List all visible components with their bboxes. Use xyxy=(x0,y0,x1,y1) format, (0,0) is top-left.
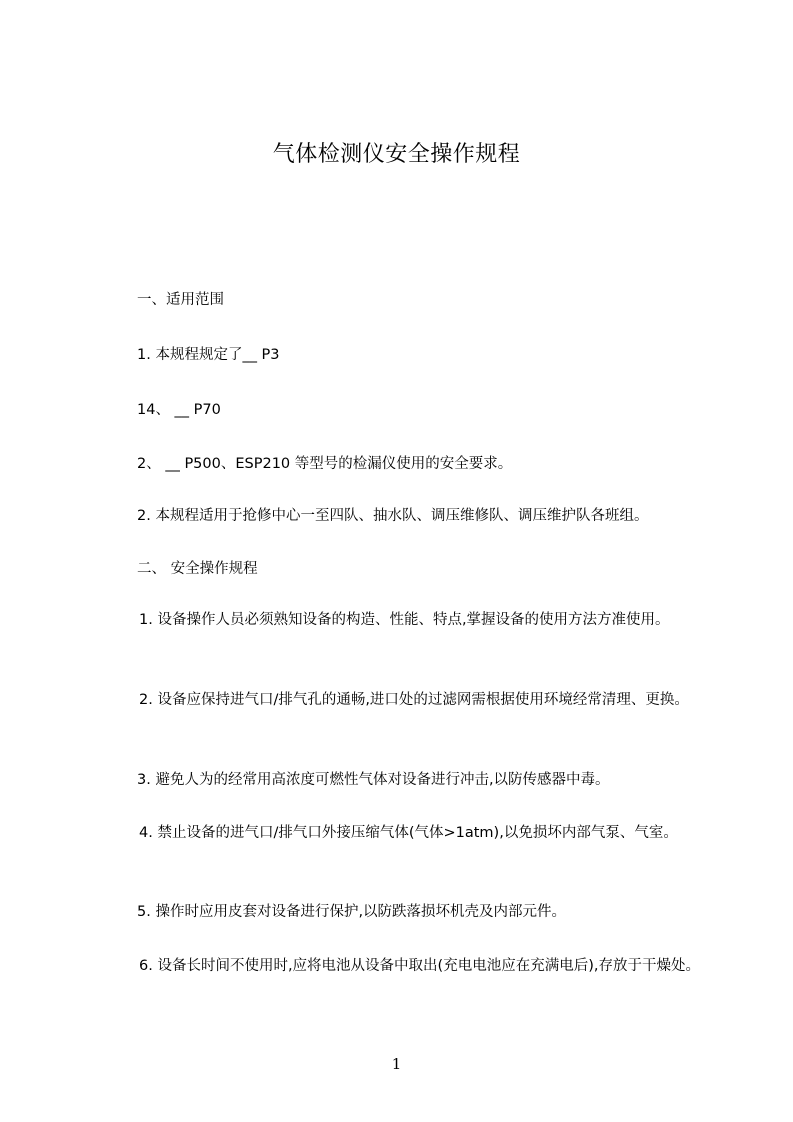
page-number: 1 xyxy=(391,1055,402,1073)
scope-line-4: 2. 本规程适用于抢修中心一至四队、抽水队、调压维修队、调压维护队各班组。 xyxy=(137,508,649,524)
section-heading-procedures: 二、 安全操作规程 xyxy=(137,561,258,577)
document-title: 气体检测仪安全操作规程 xyxy=(272,142,521,167)
procedure-item-3: 3. 避免人为的经常用高浓度可燃性气体对设备进行冲击,以防传感器中毒。 xyxy=(137,772,610,788)
procedure-item-6: 6. 设备长时间不使用时,应将电池从设备中取出(充电电池应在充满电后),存放于干燥处。 xyxy=(139,958,700,974)
section-heading-scope: 一、适用范围 xyxy=(137,292,224,308)
procedure-item-2: 2. 设备应保持进气口/排气孔的通畅,进口处的过滤网需根据使用环境经常清理、更换。 xyxy=(139,692,689,708)
scope-line-1: 1. 本规程规定了__ P3 xyxy=(137,347,280,363)
scope-line-2: 14、 __ P70 xyxy=(137,402,221,418)
procedure-item-4: 4. 禁止设备的进气口/排气口外接压缩气体(气体>1atm),以免损坏内部气泵、气室。 xyxy=(139,825,678,841)
scope-line-3: 2、 __ P500、ESP210 等型号的检漏仪使用的安全要求。 xyxy=(137,456,513,472)
procedure-item-5: 5. 操作时应用皮套对设备进行保护,以防跌落损坏机壳及内部元件。 xyxy=(137,904,567,920)
procedure-item-1: 1. 设备操作人员必须熟知设备的构造、性能、特点,掌握设备的使用方法方准使用。 xyxy=(139,612,670,628)
